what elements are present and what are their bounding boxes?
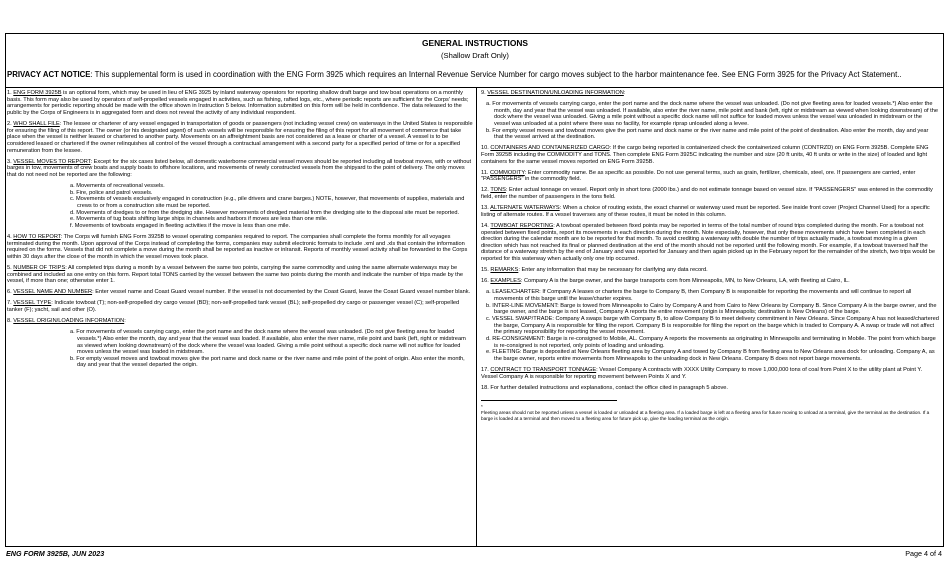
instruction-12: 12. TONS: Enter actual tonnage on vessel. Report only in short tons (2000 lbs.) and do not estimate tonnage based on vessel size. If "PASSENGERS" was entered in the commodity field, enter the number of passengers in the tons field. <box>481 187 933 201</box>
list-item: b. For empty vessel moves and towboat moves give the port name and dock name or the river name and mile point of the point of destination. Also enter the month, day and year that the vessel arrived at the destination. <box>486 127 929 141</box>
instruction-15: 15. REMARKS: Enter any information that may be necessary for clarifying any data record. <box>481 267 708 274</box>
page-subtitle: (Shallow Draft Only) <box>441 51 509 60</box>
heading-alternate-waterways: ALTERNATE WATERWAYS <box>490 205 560 212</box>
instruction-13: 13. ALTERNATE WATERWAYS: When a choice of routing exists, the exact channel or waterway used must be reported. See inside front cover (Project Channel Used) for a specific listing of alternate routes. If a vessel traverses any of these routes, it must be noted in this column. <box>481 205 930 218</box>
right-column <box>481 90 939 422</box>
column-divider <box>476 87 477 547</box>
list-item: d. Movements of dredges to or from the dredging site. However movements of dredged material from the dredging site to the disposal site must be reported. <box>70 209 460 216</box>
heading-vessel-name: VESSEL NAME AND NUMBER <box>13 289 93 296</box>
footnote-mark: * <box>481 404 483 410</box>
heading-vessel-origin: VESSEL ORIGIN/LOADING INFORMATION <box>13 318 125 325</box>
footnote-text: Fleeting areas should not be reported unless a vessel is loaded or unloaded at a fleeting area. If a loaded barge is left at a fleeting area for future moving to unload at a terminal, give the terminal as the destination. If a barge is loaded at a terminal and then moved to a fleeting area for future pick up, give the loading terminal as the origin. <box>481 410 930 422</box>
instruction-10: 10. CONTAINERS AND CONTAINERIZED CARGO: If the cargo being reported is containerized check the containerized column (CONTRZD) on ENG Form 3925B. Complete ENG Form 3925B including the COMMODITY and TONS. Then complete ENG Form 3925C indicating the number and size (20 ft units, 40 ft units or write in the size) of loaded and light containers for the same vessel moves reported on ENG Form 3925B. <box>481 145 929 165</box>
heading-commodity: COMMODITY <box>490 169 525 176</box>
heading-eng-form: ENG FORM 3925B <box>13 90 62 96</box>
heading-vessel-type: VESSEL TYPE <box>13 300 52 307</box>
list-item: a. Movements of recreational vessels. <box>70 183 165 190</box>
instruction-9: 9. VESSEL DESTINATION/UNLOADING INFORMATION: <box>481 90 626 96</box>
instruction-8: 8. VESSEL ORIGIN/LOADING INFORMATION: <box>7 318 126 325</box>
page-title: GENERAL INSTRUCTIONS <box>422 38 528 48</box>
destination-list <box>481 101 939 141</box>
heading-how-to-report: HOW TO REPORT <box>13 234 61 241</box>
list-item: a. LEASE/CHARTER: If Company A leases or charters the barge to Company B, then Company B is responsible for reporting the movements and will continue to report all movements of this barge until the lease/charter expires. <box>486 289 912 302</box>
list-item: d. RE-CONSIGNMENT: Barge is re-consigned to Mobile, AL. Company A reports the movements as originating in Minneapolis and terminating in Mobile. The point from which barge is re-consigned is not reported, only points of loading and unloading. <box>486 335 936 349</box>
heading-contract: CONTRACT TO TRANSPORT TONNAGE <box>490 366 597 373</box>
list-item: a. For movements of vessels carrying cargo, enter the port name and the dock name where the vessel was unloaded. (Do not give fleeting area for loaded vessels.*) Also enter the month, day and year that the vessel was loaded. If available, also enter the river name, mile point and bank (left, right or midstream as viewed when looking downstream) of the dock where the vessel was loaded. Giving a mile point without a specific dock name will not suffice for loaded moves unless the vessel was loaded in midstream. <box>70 329 466 356</box>
heading-remarks: REMARKS <box>490 267 519 274</box>
list-item: e. Movements of tug boats shifting large ships in channels and harbors if moves are less than one mile. <box>70 216 328 223</box>
instruction-17: 17. CONTRACT TO TRANSPORT TONNAGE: Vessel Company A contracts with XXXX Utility Company to move 1,000,000 tons of coal from Point X to the utility plant at Point Y. Vessel Company A is responsible for reporting movement between Points X and Y. <box>481 366 923 380</box>
instruction-2: 2. WHO SHALL FILE: The lessee or charterer of any vessel engaged in transportation of goods or passengers (not including vessel crew) on waterways in the United States is responsible for ensuring the filing of this report. The owner (or his designated agent) of such vessels will be responsible for ensuring the filing of this report for all movement of commerce that take place when the vessel is neither leased or chartered to another party. Movements on an affreightment basis are not considered as a lease or charter of a vessel. A vessel is to be considered leased or chartered if the owner relinquishes all control of the vessel through a contractual arrangement with a second party for a specified period of time or for a specified remuneration from the lessee. <box>7 121 473 154</box>
list-item: f. Movements of towboats engaged in fleeting activities if the move is less than one mile. <box>70 222 291 229</box>
list-item: b. INTER-LINE MOVEMENT: Barge is towed from Minneapolis to Cairo by Company A and from Cairo to New Orleans by Company B. Since Company A is the barge owner, and the barge owner, and the barge is not leased, Company A reports the entire movement (origin is Minneapolis; destination is New Orleans) of the barge. <box>486 302 937 316</box>
instruction-5: 5. NUMBER OF TRIPS: All completed trips during a month by a vessel between the same two points, carrying the same commodity and using the same alternate waterways may be combined and included as one entry on this form. Report total TONS carried by the vessel between the same two points during the month and indicate the number of trips made by the vessel, if more than one; otherwise enter 1. <box>7 265 463 285</box>
privacy-text: : This supplemental form is used in coordination with the ENG Form 3925 which requires an Internal Revenue Service Number for cargo moves subject to the harbor maintenance fee. See ENG Form 3925 for the Privacy Act Statement.. <box>90 70 902 79</box>
footnote-rule <box>481 400 617 401</box>
instruction-18: 18. For further detailed instructions and explanations, contact the office cited in paragraph 5 above. <box>481 384 728 391</box>
privacy-label: PRIVACY ACT NOTICE <box>7 70 91 79</box>
list-item: c. VESSEL SWAP/TRADE: Company A swaps barge with Company B, to allow Company B to meet delivery commitment in New Orleans. Since Company A has not leased/chartered the barge, Company A is responsible for filing the report. Company B is responsible for filing the report on the barge which is traded to Company A. A swap or trade will not affect the primary responsibility for reporting the vessel movement. <box>486 315 939 336</box>
instruction-14: 14. TOWBOAT REPORTING: A towboat operated between fixed points may be reported in terms of the total number of round trips completed during the month. For a towboat not operated between fixed points, report its movements in each direction during the month. Note especially, however, that only these movements which have been completed in each direction during the calendar month are to be reported for that month. To avoid crediting a waterway with double the number of trips actually made, a towboat moving in a given direction which has not reached its final or planned destination at the end of the month should not be reported until the following month. For example, if a towboat traversed half the distance of a waterway stretch by the end of January and was reported for January and then again picked up in the February report for the remainder of the stretch, two trips would be reported for this waterway when actually only one trip occurred. <box>481 222 936 263</box>
list-item: b. Fire, police and patrol vessels. <box>70 189 153 196</box>
heading-vessel-destination: VESSEL DESTINATION/UNLOADING INFORMATION <box>487 90 624 96</box>
instruction-6: 6. VESSEL NAME AND NUMBER: Enter vessel name and Coast Guard vessel number. If the vessel is not documented by the Coast Guard, leave the Coast Guard vessel number blank. <box>7 289 471 296</box>
list-item: a. For movements of vessels carrying cargo, enter the port name and the dock name where the vessel was unloaded. (Do not give fleeting area for loaded vessels.*) Also enter the month, day and year that the vessel was unloaded. If available, also enter the river name, mile point and bank (left, right or midstream as viewed when looking downstream) of the dock where the vessel was unloaded. Giving a mile point without a specific dock name will not suffice for loaded moves unless the vessel was unloaded in midstream or the vessel was unloaded at a point where there was no facility, for example riprap unloaded along a levee. <box>486 101 938 128</box>
list-item: c. Movements of vessels exclusively engaged in construction (e.g., pile drivers and crane barges.) NOTE, however, that movements of supplies, materials and crews to or from a construction site must be reported. <box>70 196 465 210</box>
instruction-11: 11. COMMODITY: Enter commodity name. Be as specific as possible. Do not use general terms, such as grain, fertilizer, chemicals, steel, ore. If passengers are carried, enter "PASSENGERS" in the commodity field. <box>481 169 916 183</box>
instruction-1: 1. ENG FORM 3925B is an optional form, which may be used in lieu of ENG 3925 by inland waterway operators for reporting shallow draft barge and tow boat operations on a monthly basis. This form may also be used by operators of self-propelled vessels engaged in activities, such as fishing, rafted logs, etc., where periodic reports are sufficient for the Corps' needs; arrangements for periodic reporting should be made with the office shown in Instruction 5 below. Information submitted on this form will be held in confidence. The data released to the public by the Corps of Engineers is in aggregated form and does not reveal the activity of any individual respondent. <box>7 90 469 116</box>
page-number: Page 4 of 4 <box>905 549 942 558</box>
heading-towboat-reporting: TOWBOAT REPORTING <box>490 222 554 229</box>
privacy-act-notice <box>7 70 941 79</box>
list-item: e. FLEETING: Barge is deposited at New Orleans fleeting area by Company A and towed by Company B from fleeting area to New Orleans area dock for unloading. Company A, as the barge owner, reports entire movements from Minneapolis to the unloading dock in New Orleans. Company B does not report barge movements. <box>486 349 935 362</box>
form-identifier: ENG FORM 3925B, JUN 2023 <box>6 549 105 558</box>
exempt-moves-list <box>7 183 473 230</box>
heading-containers: CONTAINERS AND CONTAINERIZED CARGO <box>490 145 610 152</box>
heading-number-of-trips: NUMBER OF TRIPS <box>13 265 66 272</box>
instruction-3: 3. VESSEL MOVES TO REPORT: Except for the six cases listed below, all domestic waterborne commercial vessel moves should be reported including all towboat moves, with or without barges in tow, movements of crew boats and supply boats to offshore locations, and movements of newly constructed vessels from the shipyard to the point of delivery. The only moves that do not need not be reported are the following: <box>7 158 472 178</box>
heading-who-shall-file: WHO SHALL FILE <box>13 121 60 128</box>
heading-vessel-moves: VESSEL MOVES TO REPORT <box>13 158 91 165</box>
instruction-7: 7. VESSEL TYPE: Indicate towboat (T); non-self-propelled dry cargo vessel (BD); non-self-propelled tank vessel (BL); self-propelled dry cargo or passenger vessel (C); self-propelled tanker (F); yacht, sail and other (O). <box>7 300 460 314</box>
examples-list <box>481 289 939 362</box>
left-column <box>7 90 473 374</box>
origin-list <box>7 329 473 369</box>
list-item: b. For empty vessel moves and towboat moves give the port name and dock name or the river name and mile point of the point of origin. Also enter the month, day and year that the vessel departed the origin. <box>70 355 465 369</box>
heading-examples: EXAMPLES <box>490 278 521 285</box>
instruction-16: 16. EXAMPLES: Company A is the barge owner, and the barge transports corn from Minneapolis, MN, to New Orleans, LA, with fleeting at Cairo, IL. <box>481 278 850 285</box>
instruction-4: 4. HOW TO REPORT: The Corps will furnish ENG Form 3925B to vessel operating companies required to report. The companies shall complete the forms monthly for all voyages terminated during the month. Upon approval of the Corps instead of completing the forms, companies may submit electronic formats to include .xml and .xls that contain the information required on the forms. Vessels that did not complete a move during the month shall be reported as inactive or inlransit. Reports of monthly vessel activity shall be forwarded to the Corps within 30 days after the close of the month in which the vessel moves took place. <box>7 234 468 260</box>
heading-tons: TONS <box>490 187 506 194</box>
